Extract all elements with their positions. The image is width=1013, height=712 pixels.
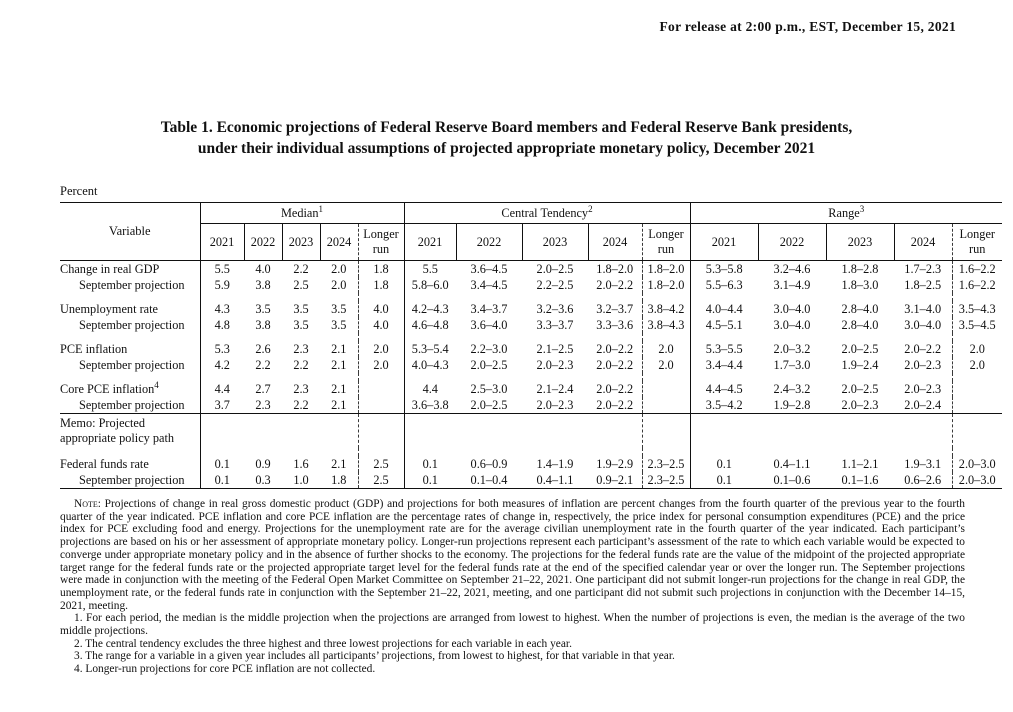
cell-range-longer-run bbox=[952, 333, 1002, 341]
year-header-range-2023: 2023 bbox=[826, 224, 894, 261]
cell-central-tendency-2022: 2.0–2.5 bbox=[470, 398, 508, 412]
cell-central-tendency-longer-run bbox=[642, 381, 690, 397]
cell-central-tendency-2024: 2.0–2.2 bbox=[596, 342, 634, 356]
cell-central-tendency-2023: 1.4–1.9 bbox=[536, 457, 574, 471]
cell-range-2021: 3.5–4.2 bbox=[690, 397, 758, 414]
cell-range-longer-run: 2.0–3.0 bbox=[952, 456, 1002, 472]
cell-median-2021: 5.9 bbox=[200, 277, 244, 293]
cell-range-2021: 0.1 bbox=[690, 472, 758, 489]
cell-range-2023: 0.1–1.6 bbox=[841, 473, 879, 487]
cell-median-2023 bbox=[282, 448, 320, 456]
cell-median-2024: 3.5 bbox=[331, 318, 347, 332]
cell-central-tendency-2022: 2.2–3.0 bbox=[470, 342, 508, 356]
cell-central-tendency-2024: 3.3–3.6 bbox=[596, 318, 634, 332]
cell-median-longer-run: 4.0 bbox=[358, 317, 404, 333]
cell-range-2021: 3.4–4.4 bbox=[690, 357, 758, 373]
cell-central-tendency-2023 bbox=[522, 414, 588, 449]
year-header-central-tendency-2022: 2022 bbox=[456, 224, 522, 261]
cell-central-tendency-longer-run: 2.3–2.5 bbox=[642, 472, 690, 489]
cell-median-longer-run bbox=[358, 448, 404, 456]
cell-median-2022: 2.6 bbox=[255, 342, 271, 356]
cell-range-2024: 2.0–2.3 bbox=[904, 358, 942, 372]
footnote-ref-1: 1 bbox=[318, 203, 324, 214]
variable-header: Variable bbox=[60, 203, 200, 261]
cell-range-2021 bbox=[690, 373, 758, 381]
cell-range-2024: 3.0–4.0 bbox=[904, 318, 942, 332]
cell-median-2023: 2.3 bbox=[293, 382, 309, 396]
cell-range-2023 bbox=[826, 448, 894, 456]
cell-median-2022: 0.3 bbox=[255, 473, 271, 487]
cell-central-tendency-longer-run: 2.0 bbox=[642, 341, 690, 357]
cell-median-longer-run bbox=[358, 414, 404, 449]
cell-median-2022: 3.8 bbox=[255, 278, 271, 292]
cell-central-tendency-2021 bbox=[404, 414, 456, 449]
cell-median-2021: 5.5 bbox=[200, 261, 244, 278]
cell-median-2024: 2.1 bbox=[331, 382, 347, 396]
spacer-cell bbox=[60, 373, 200, 381]
cell-central-tendency-2022: 3.6–4.5 bbox=[470, 262, 508, 276]
cell-range-2022 bbox=[758, 448, 826, 456]
cell-range-2023: 1.8–3.0 bbox=[841, 278, 879, 292]
cell-range-2024: 0.6–2.6 bbox=[904, 473, 942, 487]
year-header-central-tendency-2023: 2023 bbox=[522, 224, 588, 261]
cell-median-2022: 0.9 bbox=[255, 457, 271, 471]
spacer-cell bbox=[60, 333, 200, 341]
group-label-central-tendency: Central Tendency bbox=[501, 205, 589, 220]
cell-central-tendency-2021: 5.5 bbox=[404, 261, 456, 278]
year-header-range-2022: 2022 bbox=[758, 224, 826, 261]
cell-central-tendency-2022 bbox=[456, 414, 522, 449]
cell-central-tendency-2021: 4.6–4.8 bbox=[404, 317, 456, 333]
footnote-1: 1. For each period, the median is the middle projection when the projections are arranged from lowest to highest. When the number of projections is even, the median is the average of the two middle projections. bbox=[60, 612, 965, 638]
cell-central-tendency-2023: 2.0–2.3 bbox=[536, 398, 574, 412]
cell-median-2024: 2.0 bbox=[331, 262, 347, 276]
cell-median-2022: 3.8 bbox=[255, 318, 271, 332]
row-label: September projection bbox=[79, 278, 185, 292]
cell-median-2021: 4.2 bbox=[200, 357, 244, 373]
cell-median-2023: 2.3 bbox=[293, 342, 309, 356]
cell-median-2021: 4.4 bbox=[200, 381, 244, 397]
cell-range-2023: 2.0–2.5 bbox=[841, 382, 879, 396]
table-row-core-pce-inflation bbox=[60, 381, 1002, 397]
cell-central-tendency-2022: 0.1–0.4 bbox=[470, 473, 508, 487]
cell-central-tendency-2024: 0.9–2.1 bbox=[596, 473, 634, 487]
cell-range-2023: 1.9–2.4 bbox=[841, 358, 879, 372]
cell-median-2022 bbox=[244, 293, 282, 301]
cell-range-2021: 4.4–4.5 bbox=[690, 381, 758, 397]
cell-range-2022: 3.1–4.9 bbox=[773, 278, 811, 292]
cell-median-longer-run bbox=[358, 381, 404, 397]
cell-median-2023: 1.0 bbox=[293, 473, 309, 487]
cell-range-2021 bbox=[690, 448, 758, 456]
cell-median-2024: 1.8 bbox=[331, 473, 347, 487]
cell-range-2024 bbox=[894, 333, 952, 341]
cell-range-2021 bbox=[690, 293, 758, 301]
cell-median-longer-run: 4.0 bbox=[358, 301, 404, 317]
cell-median-2023: 3.5 bbox=[293, 302, 309, 316]
cell-central-tendency-2022: 0.6–0.9 bbox=[470, 457, 508, 471]
cell-central-tendency-2021: 0.1 bbox=[404, 456, 456, 472]
cell-central-tendency-2023 bbox=[522, 373, 588, 381]
cell-central-tendency-2021: 3.6–3.8 bbox=[404, 397, 456, 414]
memo-label-line: appropriate policy path bbox=[60, 431, 175, 445]
footnote-ref-2: 2 bbox=[588, 203, 593, 214]
cell-central-tendency-2021: 5.8–6.0 bbox=[404, 277, 456, 293]
cell-range-2024 bbox=[894, 293, 952, 301]
cell-range-2024: 1.9–3.1 bbox=[904, 457, 942, 471]
cell-median-2021: 4.8 bbox=[200, 317, 244, 333]
cell-median-longer-run: 1.8 bbox=[358, 261, 404, 278]
footnote-4: 4. Longer-run projections for core PCE inflation are not collected. bbox=[74, 663, 376, 676]
memo-row bbox=[60, 414, 1002, 449]
footnote-ref-3: 3 bbox=[859, 203, 865, 214]
cell-median-longer-run: 2.0 bbox=[358, 341, 404, 357]
cell-range-2023: 1.8–2.8 bbox=[841, 262, 879, 276]
cell-median-2022: 4.0 bbox=[255, 262, 271, 276]
cell-central-tendency-2021: 5.3–5.4 bbox=[404, 341, 456, 357]
cell-median-2024: 2.0 bbox=[331, 278, 347, 292]
cell-median-2021: 4.3 bbox=[200, 301, 244, 317]
cell-range-2022: 2.4–3.2 bbox=[773, 382, 811, 396]
cell-range-2021: 5.5–6.3 bbox=[690, 277, 758, 293]
row-label: Unemployment rate bbox=[60, 302, 159, 316]
cell-range-2022: 1.9–2.8 bbox=[773, 398, 811, 412]
cell-range-2021 bbox=[690, 414, 758, 449]
cell-central-tendency-2022: 3.4–4.5 bbox=[470, 278, 508, 292]
release-line: For release at 2:00 p.m., EST, December 15, 2021 bbox=[659, 19, 956, 34]
cell-median-2022: 2.2 bbox=[255, 358, 271, 372]
table-row-september-projection bbox=[60, 397, 1002, 414]
footnote-ref-4: 4 bbox=[154, 379, 159, 390]
note-text: Projections of change in real gross domestic product (GDP) and projections for both measures of inflation are percent changes from the fourth quarter of the previous year to the fourth quarter of the year indicated. PCE inflation and core PCE inflation are the percentage rates of change in, respectively, the price index for personal consumption expenditures (PCE) and the price index for PCE excluding food and energy. Projections for the unemployment rate are for the average civilian unemployment rate in the fourth quarter of the year indicated. Each participant’s projections are based on his or her assessment of appropriate monetary policy. Longer-run projections represent each participant’s assessment of the rate to which each variable would be expected to converge under appropriate monetary policy and in the absence of further shocks to the economy. The projections for the federal funds rate are the value of the midpoint of the projected appropriate target range for the federal funds rate or the projected appropriate target level for the federal funds rate at the end of the specified calendar year or over the longer run. The September projections were made in conjunction with the meeting of the Federal Open Market Committee on September 21–22, 2021. One participant did not submit longer-run projections for the change in real GDP, the unemployment rate, or the federal funds rate in conjunction with the September 21–22, 2021, meeting, and one participant did not submit such projections in conjunction with the December 14–15, 2021, meeting. bbox=[60, 498, 965, 612]
cell-median-2024 bbox=[320, 333, 358, 341]
cell-central-tendency-2024: 1.9–2.9 bbox=[596, 457, 634, 471]
footnotes-block bbox=[60, 612, 965, 676]
year-header-median-2024: 2024 bbox=[320, 224, 358, 261]
cell-median-2024 bbox=[320, 293, 358, 301]
cell-central-tendency-2023 bbox=[522, 293, 588, 301]
table-title-line1: Table 1. Economic projections of Federal Reserve Board members and Federal Reserve Bank presidents, bbox=[160, 119, 853, 136]
cell-range-longer-run: 2.0 bbox=[952, 357, 1002, 373]
cell-range-2024: 2.0–2.3 bbox=[904, 382, 942, 396]
cell-median-2023 bbox=[282, 333, 320, 341]
row-label: September projection bbox=[79, 358, 185, 372]
group-header-median bbox=[200, 203, 404, 224]
cell-central-tendency-2022 bbox=[456, 373, 522, 381]
cell-median-2022: 3.5 bbox=[255, 302, 271, 316]
cell-median-longer-run: 2.5 bbox=[358, 456, 404, 472]
cell-range-2024: 3.1–4.0 bbox=[904, 302, 942, 316]
cell-range-2022: 0.4–1.1 bbox=[773, 457, 811, 471]
cell-central-tendency-2021: 4.4 bbox=[404, 381, 456, 397]
cell-median-2023 bbox=[282, 293, 320, 301]
cell-range-longer-run: 1.6–2.2 bbox=[952, 261, 1002, 278]
cell-median-longer-run bbox=[358, 333, 404, 341]
cell-range-2023: 2.8–4.0 bbox=[841, 318, 879, 332]
table-row-september-projection bbox=[60, 277, 1002, 293]
footnote-3: 3. The range for a variable in a given year includes all participants’ projections, from lowest to highest, for that variable in that year. bbox=[74, 650, 675, 663]
row-label: PCE inflation bbox=[60, 342, 128, 356]
cell-central-tendency-2023: 3.2–3.6 bbox=[536, 302, 574, 316]
cell-range-2022: 0.1–0.6 bbox=[773, 473, 811, 487]
table-title-line2: under their individual assumptions of projected appropriate monetary policy, December 2021 bbox=[197, 140, 816, 157]
cell-range-longer-run bbox=[952, 448, 1002, 456]
cell-range-2024 bbox=[894, 414, 952, 449]
note-label: Note: bbox=[74, 498, 101, 510]
cell-range-2021: 4.5–5.1 bbox=[690, 317, 758, 333]
table-row-federal-funds-rate bbox=[60, 456, 1002, 472]
spacer-row bbox=[60, 373, 1002, 381]
cell-median-2022: 2.3 bbox=[255, 398, 271, 412]
cell-central-tendency-2022 bbox=[456, 333, 522, 341]
cell-central-tendency-longer-run: 1.8–2.0 bbox=[642, 277, 690, 293]
cell-central-tendency-2022 bbox=[456, 293, 522, 301]
note-paragraph bbox=[60, 498, 965, 612]
cell-range-2022: 2.0–3.2 bbox=[773, 342, 811, 356]
cell-central-tendency-2023: 0.4–1.1 bbox=[536, 473, 574, 487]
cell-range-2023: 2.0–2.3 bbox=[841, 398, 879, 412]
cell-central-tendency-2021 bbox=[404, 333, 456, 341]
cell-range-2023: 2.0–2.5 bbox=[841, 342, 879, 356]
cell-range-longer-run bbox=[952, 381, 1002, 397]
cell-range-longer-run: 2.0 bbox=[952, 341, 1002, 357]
cell-range-longer-run: 3.5–4.5 bbox=[952, 317, 1002, 333]
cell-median-longer-run bbox=[358, 397, 404, 414]
cell-range-2022 bbox=[758, 414, 826, 449]
cell-range-2022: 3.2–4.6 bbox=[773, 262, 811, 276]
year-header-central-tendency-longer-run: Longer run bbox=[642, 224, 690, 261]
group-header-range bbox=[690, 203, 1002, 224]
cell-median-2022: 2.7 bbox=[255, 382, 271, 396]
cell-central-tendency-2024 bbox=[588, 293, 642, 301]
cell-range-longer-run bbox=[952, 414, 1002, 449]
cell-median-2024: 2.1 bbox=[331, 398, 347, 412]
cell-range-2022: 1.7–3.0 bbox=[773, 358, 811, 372]
cell-range-2022 bbox=[758, 333, 826, 341]
cell-central-tendency-2024: 2.0–2.2 bbox=[596, 278, 634, 292]
cell-central-tendency-2024: 2.0–2.2 bbox=[596, 382, 634, 396]
cell-range-2021: 0.1 bbox=[690, 456, 758, 472]
cell-central-tendency-2023: 2.1–2.4 bbox=[536, 382, 574, 396]
cell-range-2023 bbox=[826, 293, 894, 301]
cell-central-tendency-2023 bbox=[522, 448, 588, 456]
cell-central-tendency-2024 bbox=[588, 333, 642, 341]
cell-central-tendency-longer-run bbox=[642, 293, 690, 301]
cell-median-2022 bbox=[244, 414, 282, 449]
cell-median-2024 bbox=[320, 414, 358, 449]
cell-median-2022 bbox=[244, 373, 282, 381]
cell-median-2024 bbox=[320, 448, 358, 456]
spacer-row bbox=[60, 448, 1002, 456]
cell-range-2021 bbox=[690, 333, 758, 341]
cell-range-2024 bbox=[894, 373, 952, 381]
cell-central-tendency-2021: 0.1 bbox=[404, 472, 456, 489]
cell-range-2024: 2.0–2.2 bbox=[904, 342, 942, 356]
cell-central-tendency-longer-run: 1.8–2.0 bbox=[642, 261, 690, 278]
cell-median-2023: 2.2 bbox=[293, 358, 309, 372]
year-header-range-2024: 2024 bbox=[894, 224, 952, 261]
cell-range-longer-run: 1.6–2.2 bbox=[952, 277, 1002, 293]
cell-range-2021: 5.3–5.8 bbox=[690, 261, 758, 278]
projections-table bbox=[60, 202, 1002, 489]
cell-range-longer-run: 3.5–4.3 bbox=[952, 301, 1002, 317]
cell-central-tendency-2024: 2.0–2.2 bbox=[596, 398, 634, 412]
memo-label-line: Memo: Projected bbox=[60, 416, 146, 430]
table-row-september-projection bbox=[60, 472, 1002, 489]
cell-median-2024: 2.1 bbox=[331, 358, 347, 372]
year-header-range-2021: 2021 bbox=[690, 224, 758, 261]
table-row-september-projection bbox=[60, 357, 1002, 373]
cell-median-longer-run: 1.8 bbox=[358, 277, 404, 293]
cell-median-2022 bbox=[244, 333, 282, 341]
cell-central-tendency-2024: 3.2–3.7 bbox=[596, 302, 634, 316]
cell-median-longer-run bbox=[358, 373, 404, 381]
group-header-row bbox=[60, 203, 1002, 224]
row-label: Core PCE inflation$^4$ bbox=[60, 379, 159, 396]
table-row-september-projection bbox=[60, 317, 1002, 333]
cell-median-longer-run: 2.5 bbox=[358, 472, 404, 489]
cell-central-tendency-2024 bbox=[588, 448, 642, 456]
cell-median-2021 bbox=[200, 293, 244, 301]
cell-range-2023 bbox=[826, 333, 894, 341]
cell-median-2021: 5.3 bbox=[200, 341, 244, 357]
footnote-2: 2. The central tendency excludes the three highest and three lowest projections for each variable in each year. bbox=[74, 637, 572, 650]
cell-range-longer-run bbox=[952, 373, 1002, 381]
cell-median-longer-run: 2.0 bbox=[358, 357, 404, 373]
year-header-central-tendency-2024: 2024 bbox=[588, 224, 642, 261]
cell-median-2021: 0.1 bbox=[200, 472, 244, 489]
cell-range-2022: 3.0–4.0 bbox=[773, 302, 811, 316]
group-header-central-tendency bbox=[404, 203, 690, 224]
year-header-median-2021: 2021 bbox=[200, 224, 244, 261]
cell-central-tendency-2023: 2.0–2.3 bbox=[536, 358, 574, 372]
cell-central-tendency-2023: 2.0–2.5 bbox=[536, 262, 574, 276]
cell-central-tendency-2023: 3.3–3.7 bbox=[536, 318, 574, 332]
cell-range-2024: 2.0–2.4 bbox=[904, 398, 942, 412]
cell-central-tendency-2022: 2.5–3.0 bbox=[470, 382, 508, 396]
cell-central-tendency-2023: 2.1–2.5 bbox=[536, 342, 574, 356]
cell-central-tendency-longer-run bbox=[642, 333, 690, 341]
cell-central-tendency-longer-run: 2.0 bbox=[642, 357, 690, 373]
cell-central-tendency-2021: 4.2–4.3 bbox=[404, 301, 456, 317]
year-header-median-longer-run: Longer run bbox=[358, 224, 404, 261]
group-label-median: Median bbox=[280, 205, 319, 220]
cell-central-tendency-longer-run: 2.3–2.5 bbox=[642, 456, 690, 472]
memo-label bbox=[60, 414, 200, 449]
cell-median-2021: 3.7 bbox=[200, 397, 244, 414]
cell-range-2024: 1.8–2.5 bbox=[904, 278, 942, 292]
cell-range-2021: 4.0–4.4 bbox=[690, 301, 758, 317]
spacer-cell bbox=[60, 293, 200, 301]
table-row-change-in-real-gdp bbox=[60, 261, 1002, 278]
cell-central-tendency-2021: 4.0–4.3 bbox=[404, 357, 456, 373]
cell-median-longer-run bbox=[358, 293, 404, 301]
cell-median-2021 bbox=[200, 414, 244, 449]
cell-central-tendency-longer-run: 3.8–4.3 bbox=[642, 317, 690, 333]
cell-range-2024 bbox=[894, 448, 952, 456]
cell-central-tendency-2023 bbox=[522, 333, 588, 341]
cell-range-2024: 1.7–2.3 bbox=[904, 262, 942, 276]
cell-range-2023 bbox=[826, 414, 894, 449]
row-label: September projection bbox=[79, 398, 185, 412]
cell-central-tendency-2024 bbox=[588, 414, 642, 449]
row-label: September projection bbox=[79, 473, 185, 487]
unit-label: Percent bbox=[60, 184, 98, 198]
cell-central-tendency-longer-run bbox=[642, 448, 690, 456]
spacer-cell bbox=[60, 448, 200, 456]
spacer-row bbox=[60, 293, 1002, 301]
cell-central-tendency-2024: 1.8–2.0 bbox=[596, 262, 634, 276]
cell-range-longer-run bbox=[952, 397, 1002, 414]
spacer-row bbox=[60, 333, 1002, 341]
year-header-median-2023: 2023 bbox=[282, 224, 320, 261]
row-label: Federal funds rate bbox=[60, 457, 149, 471]
cell-central-tendency-2024: 2.0–2.2 bbox=[596, 358, 634, 372]
year-header-row bbox=[60, 224, 1002, 261]
cell-range-2022 bbox=[758, 293, 826, 301]
cell-median-2024: 2.1 bbox=[331, 457, 347, 471]
table-row-unemployment-rate bbox=[60, 301, 1002, 317]
cell-range-longer-run: 2.0–3.0 bbox=[952, 472, 1002, 489]
cell-central-tendency-2024 bbox=[588, 373, 642, 381]
cell-central-tendency-2021 bbox=[404, 448, 456, 456]
cell-median-2023: 1.6 bbox=[293, 457, 309, 471]
cell-median-2022 bbox=[244, 448, 282, 456]
cell-median-2023: 2.2 bbox=[293, 262, 309, 276]
cell-median-2023 bbox=[282, 373, 320, 381]
cell-central-tendency-longer-run bbox=[642, 414, 690, 449]
row-label: Change in real GDP bbox=[60, 262, 160, 276]
cell-central-tendency-2022: 3.4–3.7 bbox=[470, 302, 508, 316]
cell-median-2023: 2.5 bbox=[293, 278, 309, 292]
cell-median-2024: 2.1 bbox=[331, 342, 347, 356]
table-row-pce-inflation bbox=[60, 341, 1002, 357]
cell-central-tendency-2022 bbox=[456, 448, 522, 456]
cell-range-2023: 1.1–2.1 bbox=[841, 457, 879, 471]
cell-median-2023: 3.5 bbox=[293, 318, 309, 332]
cell-range-2022 bbox=[758, 373, 826, 381]
cell-range-2023 bbox=[826, 373, 894, 381]
cell-central-tendency-longer-run bbox=[642, 397, 690, 414]
cell-median-2021 bbox=[200, 333, 244, 341]
cell-median-2021: 0.1 bbox=[200, 456, 244, 472]
cell-central-tendency-2021 bbox=[404, 293, 456, 301]
cell-median-2024: 3.5 bbox=[331, 302, 347, 316]
cell-central-tendency-2022: 3.6–4.0 bbox=[470, 318, 508, 332]
year-header-central-tendency-2021: 2021 bbox=[404, 224, 456, 261]
cell-range-2021: 5.3–5.5 bbox=[690, 341, 758, 357]
group-label-range: Range bbox=[828, 205, 860, 220]
row-label: September projection bbox=[79, 318, 185, 332]
cell-central-tendency-longer-run bbox=[642, 373, 690, 381]
cell-median-2023 bbox=[282, 414, 320, 449]
cell-median-2021 bbox=[200, 448, 244, 456]
cell-range-longer-run bbox=[952, 293, 1002, 301]
cell-range-2022: 3.0–4.0 bbox=[773, 318, 811, 332]
year-header-range-longer-run: Longer run bbox=[952, 224, 1002, 261]
cell-central-tendency-longer-run: 3.8–4.2 bbox=[642, 301, 690, 317]
cell-median-2023: 2.2 bbox=[293, 398, 309, 412]
cell-median-2024 bbox=[320, 373, 358, 381]
cell-central-tendency-2023: 2.2–2.5 bbox=[536, 278, 574, 292]
cell-median-2021 bbox=[200, 373, 244, 381]
cell-range-2023: 2.8–4.0 bbox=[841, 302, 879, 316]
cell-central-tendency-2021 bbox=[404, 373, 456, 381]
year-header-median-2022: 2022 bbox=[244, 224, 282, 261]
cell-central-tendency-2022: 2.0–2.5 bbox=[470, 358, 508, 372]
